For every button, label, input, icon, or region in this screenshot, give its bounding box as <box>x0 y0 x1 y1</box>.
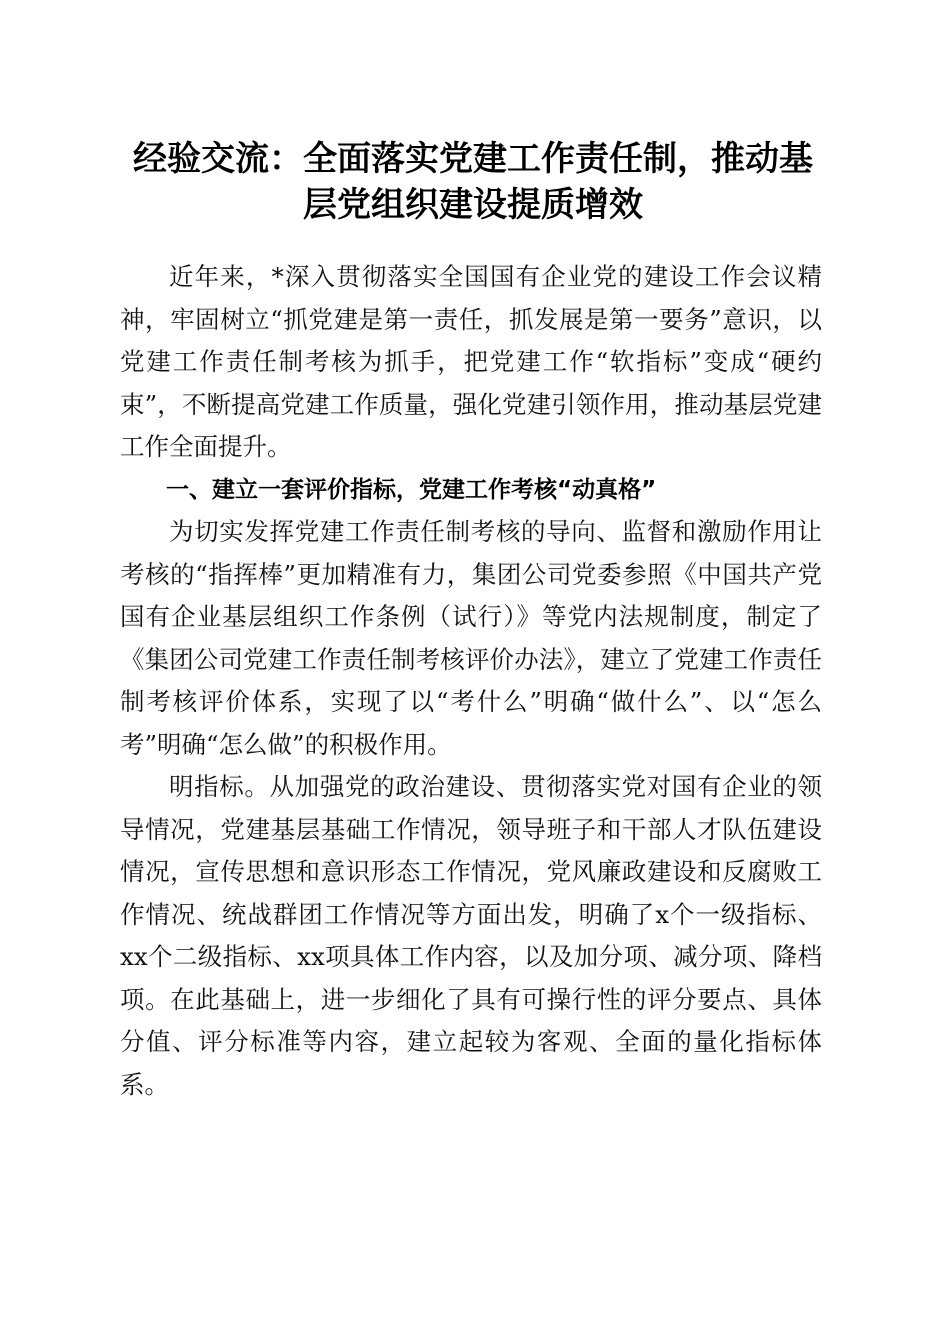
document-title: 经验交流：全面落实党建工作责任制，推动基层党组织建设提质增效 <box>133 139 813 225</box>
section-heading: 一、建立一套评价指标，党建工作考核“动真格” <box>166 476 657 503</box>
intro-paragraph: 近年来，*深入贯彻落实全国国有企业党的建设工作会议精神，牢固树立“抓党建是第一责任，抓发展是第一要务”意识，以党建工作责任制考核为抓手，把党建工作“软指标”变成“硬约束”，不断提高党建工作质量，强化党建引领作用，推动基层党建工作全面提升。 <box>120 262 822 461</box>
section-paragraph-2: 明指标。从加强党的政治建设、贯彻落实党对国有企业的领导情况，党建基层基础工作情况，领导班子和干部人才队伍建设情况，宣传思想和意识形态工作情况，党风廉政建设和反腐败工作情况、统战群团工作情况等方面出发，明确了x个一级指标、xx个二级指标、xx项具体工作内容，以及加分项、减分项、降档项。在此基础上，进一步细化了具有可操行性的评分要点、具体分值、评分标准等内容，建立起较为客观、全面的量化指标体系。 <box>120 772 822 1099</box>
section-paragraph-1: 为切实发挥党建工作责任制考核的导向、监督和激励作用让考核的“指挥棒”更加精准有力，集团公司党委参照《中国共产党国有企业基层组织工作条例（试行）》等党内法规制度，制定了《集团公司党建工作责任制考核评价办法》，建立了党建工作责任制考核评价体系，实现了以“考什么”明确“做什么”、以“怎么考”明确“怎么做”的积极作用。 <box>120 517 822 759</box>
document-body <box>120 256 822 1106</box>
